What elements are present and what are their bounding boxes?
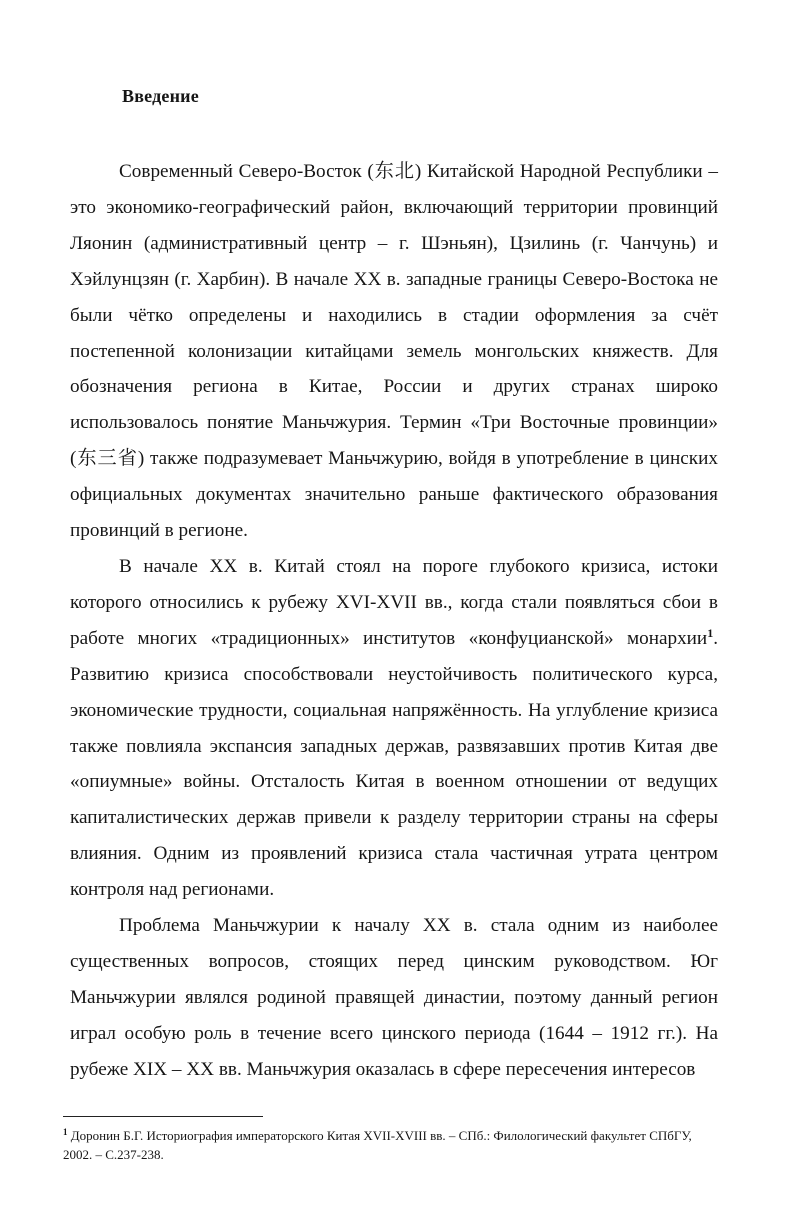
footnote-number: 1 [63,1127,68,1137]
footnote-reference[interactable]: 1 [707,625,714,640]
paragraph-crisis [70,549,718,908]
paragraph-intro: Современный Северо-Восток (东北) Китайской Народной Республики – это экономико-географический район, включающий территории провинций Ляонин (административный центр – г. Шэньян), Цзилинь (г. Чанчунь) и Хэйлунцзян (г. Харбин). В начале XX в. западные границы Северо-Востока не были чётко определены и находились в стадии оформления за счёт постепенной колонизации китайцами земель монгольских княжеств. Для обозначения региона в Китае, России и других странах широко использовалось понятие Маньчжурия. Термин «Три Восточные провинции» (东三省) также подразумевает Маньчжурию, войдя в употребление в цинских официальных документах значительно раньше фактического образования провинций в регионе. [70,161,718,542]
footnote-divider [63,1116,263,1117]
paragraph-crisis-text: В начале XX в. Китай стоял на пороге глубокого кризиса, истоки которого относились к рубежу XVI-XVII вв., когда стали появляться сбои в работе многих «традиционных» институтов «конфуцианской» монархии [70,555,718,649]
footnote-text: Доронин Б.Г. Историография императорского Китая XVII-XVIII вв. – СПб.: Филологический факультет СПбГУ, 2002. – С.237-238. [63,1128,692,1162]
footnote [63,1126,723,1164]
body-text [70,154,718,1088]
section-heading: Введение [122,86,199,106]
paragraph-crisis-text-continued: . Развитию кризиса способствовали неустойчивость политического курса, экономические трудности, социальная напряжённость. На углубление кризиса также повлияла экспансия западных держав, развязавших против Китая две «опиумные» войны. Отсталость Китая в военном отношении от ведущих капиталистических держав привели к разделу территории страны на сферы влияния. Одним из проявлений кризиса стала частичная утрата центром контроля над регионами. [70,627,718,901]
paragraph-manchuria: Проблема Маньчжурии к началу XX в. стала одним из наиболее существенных вопросов, стоящих перед цинским руководством. Юг Маньчжурии являлся родиной правящей династии, поэтому данный регион играл особую роль в течение всего цинского периода (1644 – 1912 гг.). На рубеже XIX – XX вв. Маньчжурия оказалась в сфере пересечения интересов [70,915,718,1080]
